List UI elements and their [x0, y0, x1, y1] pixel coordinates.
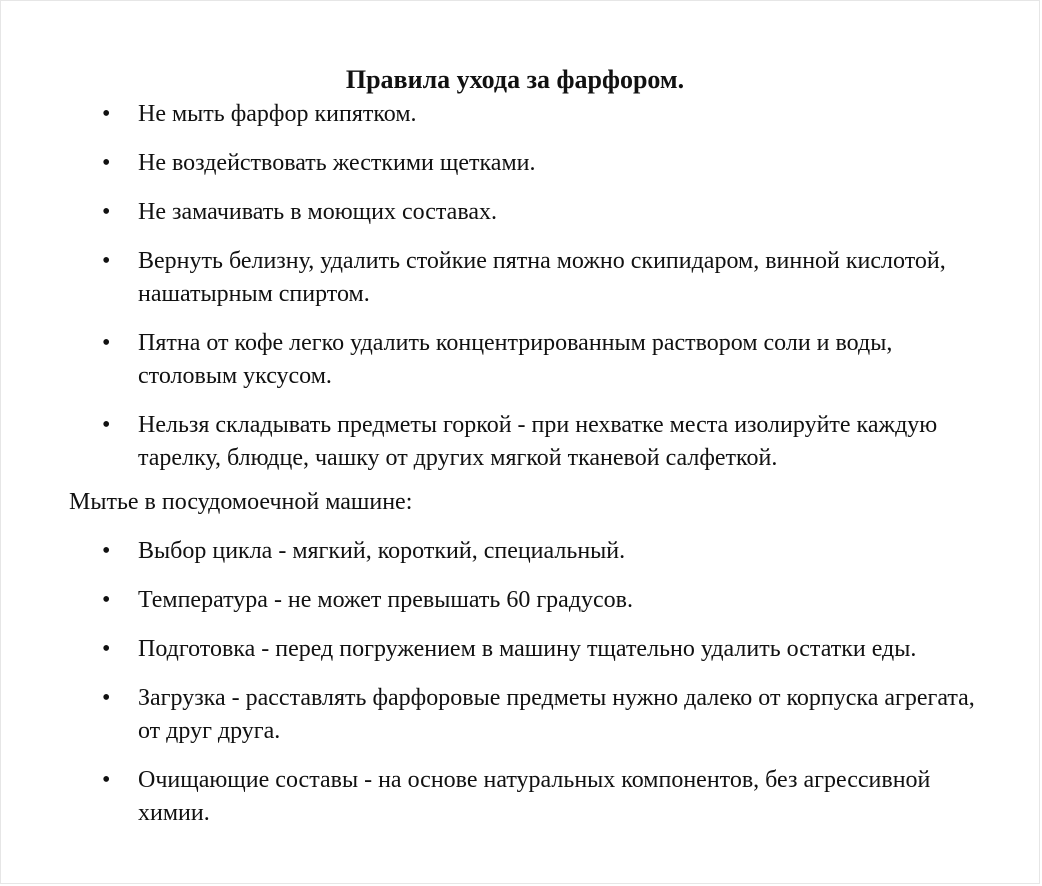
list-item	[102, 98, 978, 131]
list-item	[102, 196, 978, 229]
list-item	[102, 633, 978, 666]
list-item	[102, 764, 978, 830]
list-item-text: Вернуть белизну, удалить стойкие пятна можно скипидаром, винной кислотой, нашатырным спиртом.	[138, 248, 946, 307]
list-item	[102, 535, 978, 568]
bullet-icon: •	[102, 199, 111, 225]
list-item	[102, 584, 978, 617]
list-item-text: Выбор цикла - мягкий, короткий, специальный.	[138, 538, 626, 564]
bullet-icon: •	[102, 636, 111, 662]
page-title: Правила ухода за фарфором.	[345, 65, 685, 95]
list-item-text: Не замачивать в моющих составах.	[138, 199, 498, 225]
bullet-icon: •	[102, 685, 111, 711]
dishwasher-heading: Мытье в посудомоечной машине:	[69, 489, 413, 515]
bullet-icon: •	[102, 248, 111, 274]
list-item-text: Пятна от кофе легко удалить концентрированным раствором соли и воды, столовым уксусом.	[138, 330, 893, 389]
list-item	[102, 409, 978, 475]
dishwasher-rules-list	[102, 535, 978, 830]
bullet-icon: •	[102, 587, 111, 613]
list-item-text: Нельзя складывать предметы горкой - при нехватке места изолируйте каждую тарелку, блюдце, чашку от других мягкой тканевой салфеткой.	[138, 412, 938, 471]
list-item	[102, 327, 978, 393]
list-item-text: Не воздействовать жесткими щетками.	[138, 150, 536, 176]
bullet-icon: •	[102, 412, 111, 438]
bullet-icon: •	[102, 330, 111, 356]
list-item	[102, 682, 978, 748]
bullet-icon: •	[102, 767, 111, 793]
list-item-text: Не мыть фарфор кипятком.	[138, 101, 417, 127]
list-item-text: Температура - не может превышать 60 градусов.	[138, 587, 634, 613]
bullet-icon: •	[102, 101, 111, 127]
list-item	[102, 147, 978, 180]
care-rules-list	[102, 98, 978, 475]
list-item-text: Очищающие составы - на основе натуральных компонентов, без агрессивной химии.	[138, 767, 931, 826]
list-item-text: Загрузка - расставлять фарфоровые предметы нужно далеко от корпуска агрегата, от друг друга.	[138, 685, 975, 744]
bullet-icon: •	[102, 150, 111, 176]
list-item	[102, 245, 978, 311]
list-item-text: Подготовка - перед погружением в машину тщательно удалить остатки еды.	[138, 636, 917, 662]
bullet-icon: •	[102, 538, 111, 564]
